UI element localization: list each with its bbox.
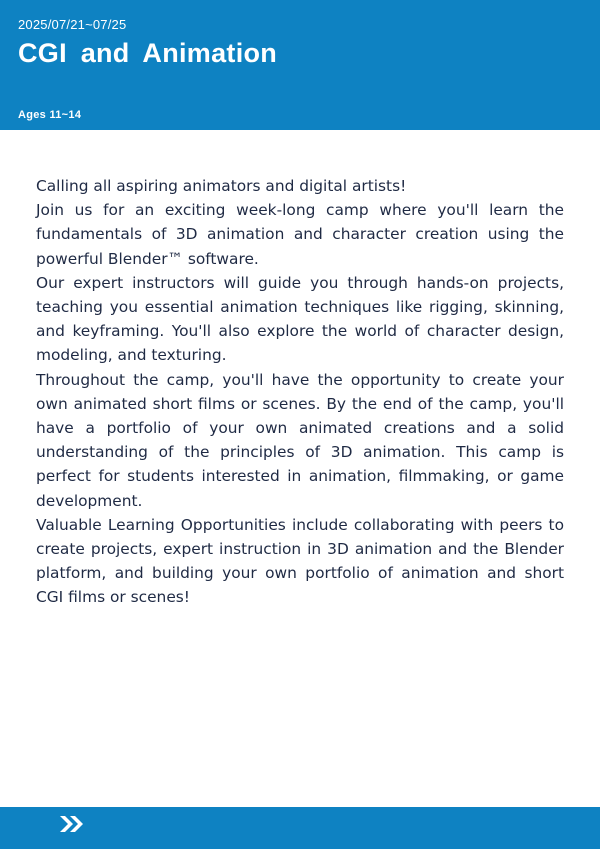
footer-bar <box>0 807 600 849</box>
camp-description <box>36 174 564 610</box>
double-chevron-right-icon <box>58 815 86 833</box>
camp-dates: 2025/07/21~07/25 <box>18 17 127 32</box>
description-paragraph: Valuable Learning Opportunities include collaborating with peers to create projects, expert instruction in 3D animation and the Blender platform, and building your own portfolio of animation and short CGI films or scenes! <box>36 515 564 607</box>
page-title: CGI and Animation <box>18 38 278 68</box>
description-paragraph: Join us for an exciting week-long camp where you'll learn the fundamentals of 3D animation and character creation using the powerful Blender™ software. <box>36 201 564 268</box>
description-paragraph: Our expert instructors will guide you through hands-on projects, teaching you essential animation techniques like rigging, skinning, and keyframing. You'll also explore the world of character design, modeling, and texturing. <box>36 273 564 365</box>
description-paragraph: Calling all aspiring animators and digital artists! <box>36 177 407 195</box>
description-paragraph: Throughout the camp, you'll have the opportunity to create your own animated short films or scenes. By the end of the camp, you'll have a portfolio of your own animated creations and a solid understanding of the principles of 3D animation. This camp is perfect for students interested in animation, filmmaking, or game development. <box>36 370 564 510</box>
age-range: Ages 11~14 <box>18 109 82 121</box>
header-banner <box>0 0 600 130</box>
